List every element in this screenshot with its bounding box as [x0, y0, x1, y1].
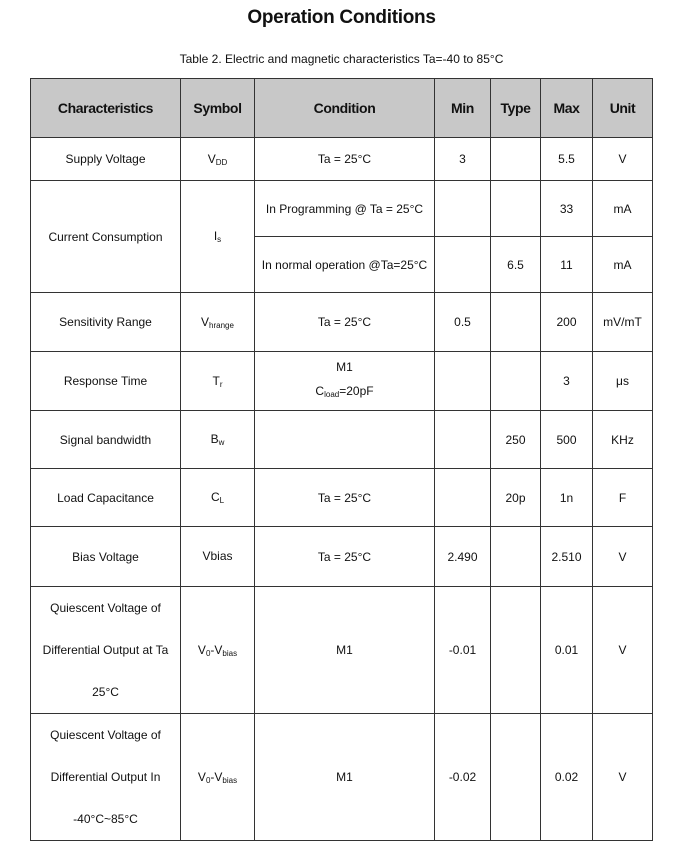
min-cell: 3 — [435, 138, 491, 181]
page-title: Operation Conditions — [247, 7, 436, 28]
type-cell — [491, 587, 541, 714]
max-cell: 500 — [541, 411, 593, 469]
characteristic-cell: Current Consumption — [31, 181, 181, 293]
characteristic-cell: Quiescent Voltage of Differential Output In -40°C~85°C — [31, 714, 181, 841]
max-cell: 200 — [541, 293, 593, 352]
table-row — [31, 587, 653, 714]
max-cell: 0.02 — [541, 714, 593, 841]
unit-cell: mA — [593, 181, 653, 237]
symbol-cell: $I_s$ — [181, 181, 255, 293]
type-cell — [491, 293, 541, 352]
unit-cell: V — [593, 138, 653, 181]
min-cell: 0.5 — [435, 293, 491, 352]
max-cell: 5.5 — [541, 138, 593, 181]
symbol-cell: $T_r$ — [181, 352, 255, 411]
max-cell: 0.01 — [541, 587, 593, 714]
header-characteristics: Characteristics — [31, 79, 181, 138]
table-caption: Table 2. Electric and magnetic characteristics Ta=-40 to 85°C — [179, 52, 504, 66]
min-cell: -0.02 — [435, 714, 491, 841]
symbol-cell: $V_0-V_{bias}$ — [181, 714, 255, 841]
type-cell — [491, 527, 541, 587]
max-cell: 11 — [541, 237, 593, 293]
max-cell: 2.510 — [541, 527, 593, 587]
max-cell: 3 — [541, 352, 593, 411]
type-cell: 6.5 — [491, 237, 541, 293]
header-condition: Condition — [255, 79, 435, 138]
min-cell — [435, 181, 491, 237]
characteristic-cell: Supply Voltage — [31, 138, 181, 181]
min-cell — [435, 352, 491, 411]
unit-cell: V — [593, 714, 653, 841]
type-cell — [491, 138, 541, 181]
unit-cell: mV/mT — [593, 293, 653, 352]
header-min: Min — [435, 79, 491, 138]
condition-cell — [255, 411, 435, 469]
type-cell: 250 — [491, 411, 541, 469]
condition-cell: Ta = 25°C — [255, 138, 435, 181]
table-header-row — [31, 79, 653, 138]
condition-cell: Ta = 25°C — [255, 469, 435, 527]
max-cell: 33 — [541, 181, 593, 237]
type-cell: 20p — [491, 469, 541, 527]
condition-cell: M1 $C_{load}=20pF$ — [255, 352, 435, 411]
symbol-cell: $C_L$ — [181, 469, 255, 527]
header-unit: Unit — [593, 79, 653, 138]
header-symbol: Symbol — [181, 79, 255, 138]
condition-cell: M1 — [255, 587, 435, 714]
characteristic-cell: Response Time — [31, 352, 181, 411]
unit-cell: mA — [593, 237, 653, 293]
symbol-cell: Vbias — [181, 527, 255, 587]
min-cell — [435, 411, 491, 469]
characteristic-cell: Bias Voltage — [31, 527, 181, 587]
characteristic-cell: Quiescent Voltage of Differential Output at Ta 25°C — [31, 587, 181, 714]
condition-cell: Ta = 25°C — [255, 293, 435, 352]
symbol-cell: $B_w$ — [181, 411, 255, 469]
table-row — [31, 527, 653, 587]
unit-cell: F — [593, 469, 653, 527]
table-row — [31, 714, 653, 841]
table-row — [31, 469, 653, 527]
unit-cell: KHz — [593, 411, 653, 469]
max-cell: 1n — [541, 469, 593, 527]
table-row — [31, 138, 653, 181]
symbol-cell: $V_0-V_{bias}$ — [181, 587, 255, 714]
type-cell — [491, 181, 541, 237]
type-cell — [491, 352, 541, 411]
type-cell — [491, 714, 541, 841]
condition-cell: In Programming @ Ta = 25°C — [255, 181, 435, 237]
unit-cell: μs — [593, 352, 653, 411]
condition-cell: In normal operation @Ta=25°C — [255, 237, 435, 293]
characteristic-cell: Sensitivity Range — [31, 293, 181, 352]
header-max: Max — [541, 79, 593, 138]
symbol-cell: $V_{DD}$ — [181, 138, 255, 181]
table-row — [31, 411, 653, 469]
table-row — [31, 181, 653, 237]
min-cell: 2.490 — [435, 527, 491, 587]
min-cell — [435, 469, 491, 527]
min-cell — [435, 237, 491, 293]
symbol-cell: $V_{hrange}$ — [181, 293, 255, 352]
min-cell: -0.01 — [435, 587, 491, 714]
table-row — [31, 293, 653, 352]
table-row — [31, 352, 653, 411]
header-type: Type — [491, 79, 541, 138]
unit-cell: V — [593, 587, 653, 714]
condition-cell: M1 — [255, 714, 435, 841]
characteristic-cell: Load Capacitance — [31, 469, 181, 527]
unit-cell: V — [593, 527, 653, 587]
condition-cell: Ta = 25°C — [255, 527, 435, 587]
characteristics-table — [30, 78, 653, 841]
characteristic-cell: Signal bandwidth — [31, 411, 181, 469]
